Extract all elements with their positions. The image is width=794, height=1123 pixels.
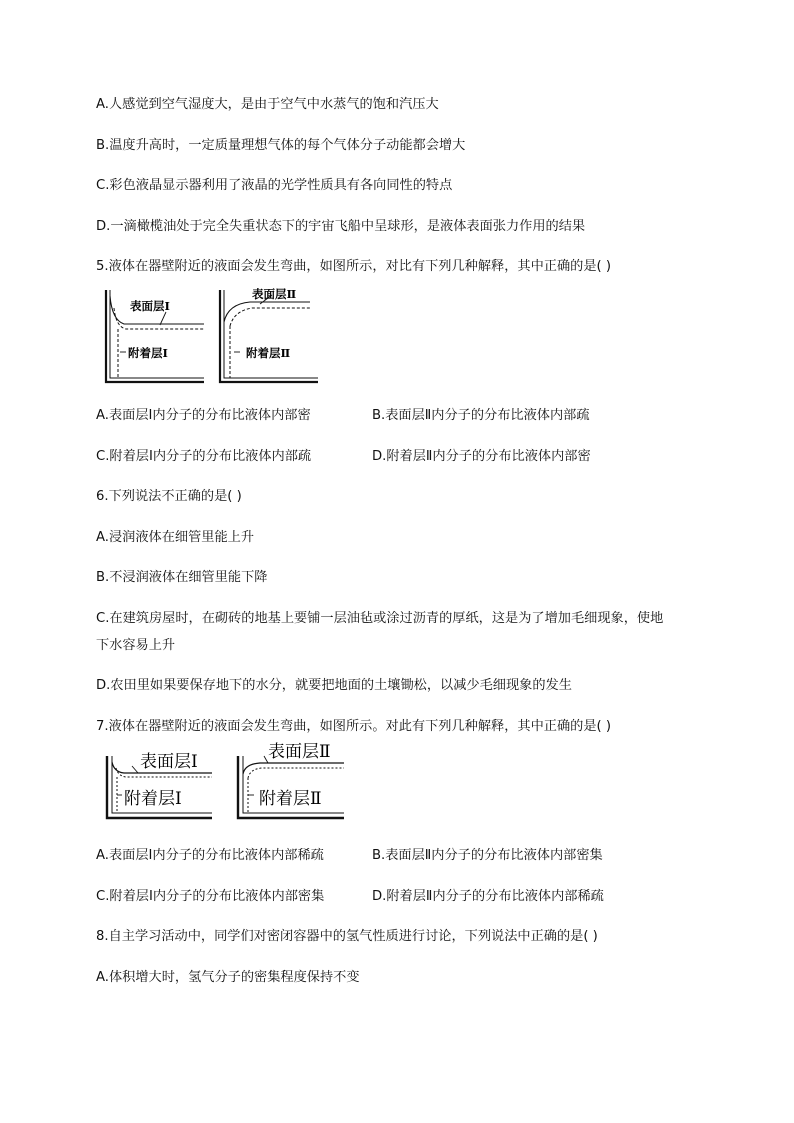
q5-option-a: A.表面层Ⅰ内分子的分布比液体内部密 (96, 408, 311, 423)
q8-stem: 8.自主学习活动中，同学们对密闭容器中的氢气性质进行讨论，下列说法中正确的是( ) (96, 929, 598, 944)
q5-label-surface-1: 表面层Ⅰ (130, 299, 170, 313)
q5-label-surface-2: 表面层Ⅱ (252, 287, 297, 301)
q5-label-adhesion-1: 附着层Ⅰ (128, 346, 168, 360)
q8-option-a: A.体积增大时，氢气分子的密集程度保持不变 (96, 970, 360, 985)
q6-option-a: A.浸润液体在细管里能上升 (96, 530, 255, 545)
q7-label-surface-1: 表面层Ⅰ (140, 752, 198, 772)
q5-option-c: C.附着层Ⅰ内分子的分布比液体内部疏 (96, 449, 312, 464)
q6-option-b: B.不浸润液体在细管里能下降 (96, 570, 268, 585)
q5-option-d: D.附着层Ⅱ内分子的分布比液体内部密 (372, 449, 591, 464)
q4-option-a: A.人感觉到空气湿度大，是由于空气中水蒸气的饱和汽压大 (96, 97, 439, 112)
q6-option-c-line2: 下水容易上升 (96, 638, 176, 653)
q7-figure (104, 742, 348, 822)
q7-option-b: B.表面层Ⅱ内分子的分布比液体内部密集 (372, 848, 603, 863)
q4-option-c: C.彩色液晶显示器利用了液晶的光学性质具有各向同性的特点 (96, 178, 453, 193)
q4-option-b: B.温度升高时，一定质量理想气体的每个气体分子动能都会增大 (96, 138, 466, 153)
q5-label-adhesion-2: 附着层Ⅱ (246, 346, 291, 360)
q7-container-2 (238, 742, 344, 818)
q7-stem: 7.液体在器壁附近的液面会发生弯曲，如图所示。对此有下列几种解释，其中正确的是( ) (96, 719, 611, 734)
q7-label-surface-2: 表面层Ⅱ (268, 742, 331, 762)
q6-option-d: D.农田里如果要保存地下的水分，就要把地面的土壤锄松，以减少毛细现象的发生 (96, 678, 572, 693)
q5-option-b: B.表面层Ⅱ内分子的分布比液体内部疏 (372, 408, 590, 423)
q7-label-adhesion-2: 附着层Ⅱ (259, 789, 322, 809)
q7-option-d: D.附着层Ⅱ内分子的分布比液体内部稀疏 (372, 889, 604, 904)
q6-stem: 6.下列说法不正确的是( ) (96, 489, 242, 504)
q7-label-adhesion-1: 附着层Ⅰ (124, 789, 182, 809)
q5-container-2 (220, 287, 318, 382)
q5-stem: 5.液体在器壁附近的液面会发生弯曲，如图所示，对比有下列几种解释，其中正确的是( ) (96, 259, 611, 274)
q5-container-1 (106, 290, 204, 382)
q4-option-d: D.一滴橄榄油处于完全失重状态下的宇宙飞船中呈球形，是液体表面张力作用的结果 (96, 219, 586, 234)
q5-figure (100, 286, 320, 386)
q7-container-1 (107, 752, 212, 818)
q6-option-c-line1: C.在建筑房屋时，在砌砖的地基上要铺一层油毡或涂过沥青的厚纸，这是为了增加毛细现象，使地 (96, 611, 664, 626)
q7-option-a: A.表面层Ⅰ内分子的分布比液体内部稀疏 (96, 848, 324, 863)
q7-option-c: C.附着层Ⅰ内分子的分布比液体内部密集 (96, 889, 325, 904)
